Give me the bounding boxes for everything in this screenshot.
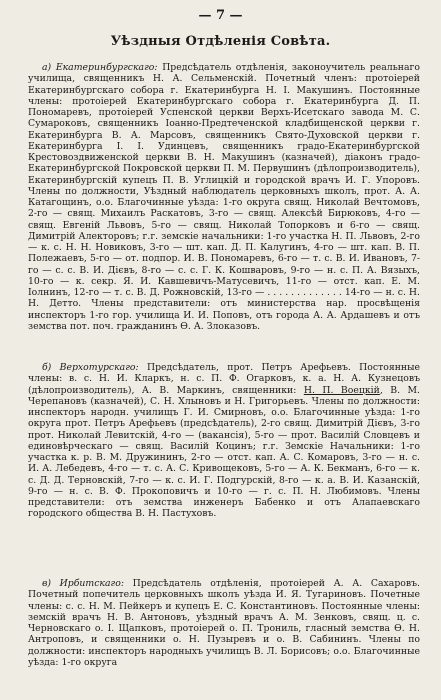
page-number: — 7 — [198, 8, 243, 23]
section-paragraph [28, 578, 420, 668]
section-text: Предсѣдатель, прот. Петръ Арефьевъ. Постоянные члены: в. с. Н. И. Кларкъ, н. с. П. Ф. Огарковъ, к. а. Н. А. Кузнецовъ (дѣлопроизводитель), А. В. Маркинъ, священники: [28, 362, 420, 396]
section-paragraph [28, 62, 420, 332]
section-text: Предсѣдатель отдѣленія, протоіерей А. А. Сахаровъ. Почетный попечитель церковныхъ школъ уѣзда И. Я. Тугариновъ. Почетные члены: с. с. Н. М. Пейкеръ и купецъ Е. С. Константиновъ. Постоянные члены: земскій врачъ Н. В. Антоновъ, уѣздный врачъ А. М. Зенковъ, свящ. ц. с. Черновскаго о. І. Щапковъ, протоіерей о. П. Трониль, гласный земства Ѳ. Н. Антроповъ, и священники о. Н. Пузыревъ и о. В. Сабининъ. Члены по должности: инспекторъ народныхъ училищъ В. Л. Борисовъ; о.о. Благочинные уѣзда: 1-го округа [28, 578, 420, 668]
section-ekaterinburg [28, 62, 420, 332]
section-text: , В. М. Черепановъ (казначей), С. Н. Хлыновъ и Н. Григорьевъ. Члены по должности: инспекторъ народн. училищъ Г. И. Смирновъ, о.о. Благочинные уѣзда: 1-го округа прот. Петръ Арефьевъ (предсѣдатель), 2-го свящ. Димитрій Дієвъ, 3-го прот. Николай Левитскій, 4-го — (вакансія), 5-го — прот. Василій Словцевъ и единовѣрческаго — свящ. Василій Коцинъ; г.г. Земскіе Начальники: 1-го участка к. р. В. М. Дружининъ, 2-го — отст. кап. А. С. Комаровъ, 3-го — н. с. И. А. Лебедевъ, 4-го — т. с. А. С. Кривощековъ, 5-го — А. К. Бекманъ, 6-го — к. с. Д. Д. Терновскій, 7-го — к. с. И. Г. Подгурскій, 8-го — к. а. В. И. Казанскій, 9-го — н. с. В. Ф. Прокоповичъ и 10-го — г. с. П. Н. Любимовъ. Члены представители: отъ земства инженеръ Бабенко и отъ Алапаевскаго городского общества В. Н. Пастуховъ. [28, 384, 420, 520]
section-label: в) Ирбитскаго: [42, 578, 124, 589]
section-paragraph [28, 362, 420, 520]
section-text: Предсѣдатель отдѣленія, законоучитель реальнаго училища, священникъ Н. А. Сельменскій. Почетный членъ: протоіерей Екатеринбургскаго собора г. Екатеринбурга Н. І. Макушинъ. Постоянные члены: протоіерей Екатеринбургскаго собора г. Екатеринбурга Д. П. Пономаревъ, протоіерей Успенской церкви Верхъ-Исетскаго завода М. С. Сумароковъ, священникъ Іоанно-Предтеченской кладбищенской церкви г. Екатеринбурга В. А. Марсовъ, священникъ Свято-Духовской церкви г. Екатеринбурга І. І. Удинцевъ, священникъ градо-Екатеринбургской Крестовоздвиженской церкви В. Н. Макушинъ (казначей), діаконъ градо-Екатеринбургской Покровской церкви П. М. Первушинъ (дѣлопроизводитель), Екатеринбургскій купецъ П. В. Углицкій и городской врачъ И. Г. Упоровъ. Члены по должности, Уѣздный наблюдатель церковныхъ школъ, прот. А. А. Катагощинъ, о.о. Благочинные уѣзда: 1-го округа свящ. Николай Вечтомовъ, 2-го — свящ. Михаилъ Раскатовъ, 3-го — свящ. Алексѣй Бирюковъ, 4-го — свящ. Евгеній Львовъ, 5-го — свящ. Николай Топорковъ и 6-го — свящ. Димитрій Алекторовъ; г.г. земскіе начальники: 1-го участка Н. П. Львовъ, 2-го — к. с. Н. Н. Новиковъ, 3-го — шт. кап. Д. П. Калугинъ, 4-го — шт. кап. В. П. Полежаевъ, 5-го — от. подпор. И. В. Пономаревъ, 6-го — т. с. В. И. Ивановъ, 7-го — с. с. В. И. Дієвъ, 8-го — с. с. Г. К. Кошваровъ, 9-го — н. с. П. А. Вязыхъ, 10-го — к. секр. Я. И. Кавшевичъ-Матусевичъ, 11-го — отст. кап. Е. М. Іолнинъ, 12-го — т. с. В. Д. Рожновскій, 13-го — . . . . . . . . . . . . . 14-го — н. с. Н. Н. Детто. Члены представители: отъ министерства нар. просвѣщенія инспекторъ 1-го гор. училища И. И. Поповъ, отъ города А. А. Ардашевъ и отъ земства пот. поч. гражданинъ Ѳ. А. Злоказовъ. [28, 62, 420, 332]
page-title: Уѣздныя Отдѣленія Совѣта. [110, 34, 331, 49]
section-label: б) Верхотурскаго: [42, 362, 139, 373]
section-irbit [28, 578, 420, 668]
section-label: а) Екатеринбургскаго: [42, 62, 158, 73]
section-verkhoturye [28, 362, 420, 520]
underlined-name: Н. П. Воецкій [303, 384, 380, 396]
